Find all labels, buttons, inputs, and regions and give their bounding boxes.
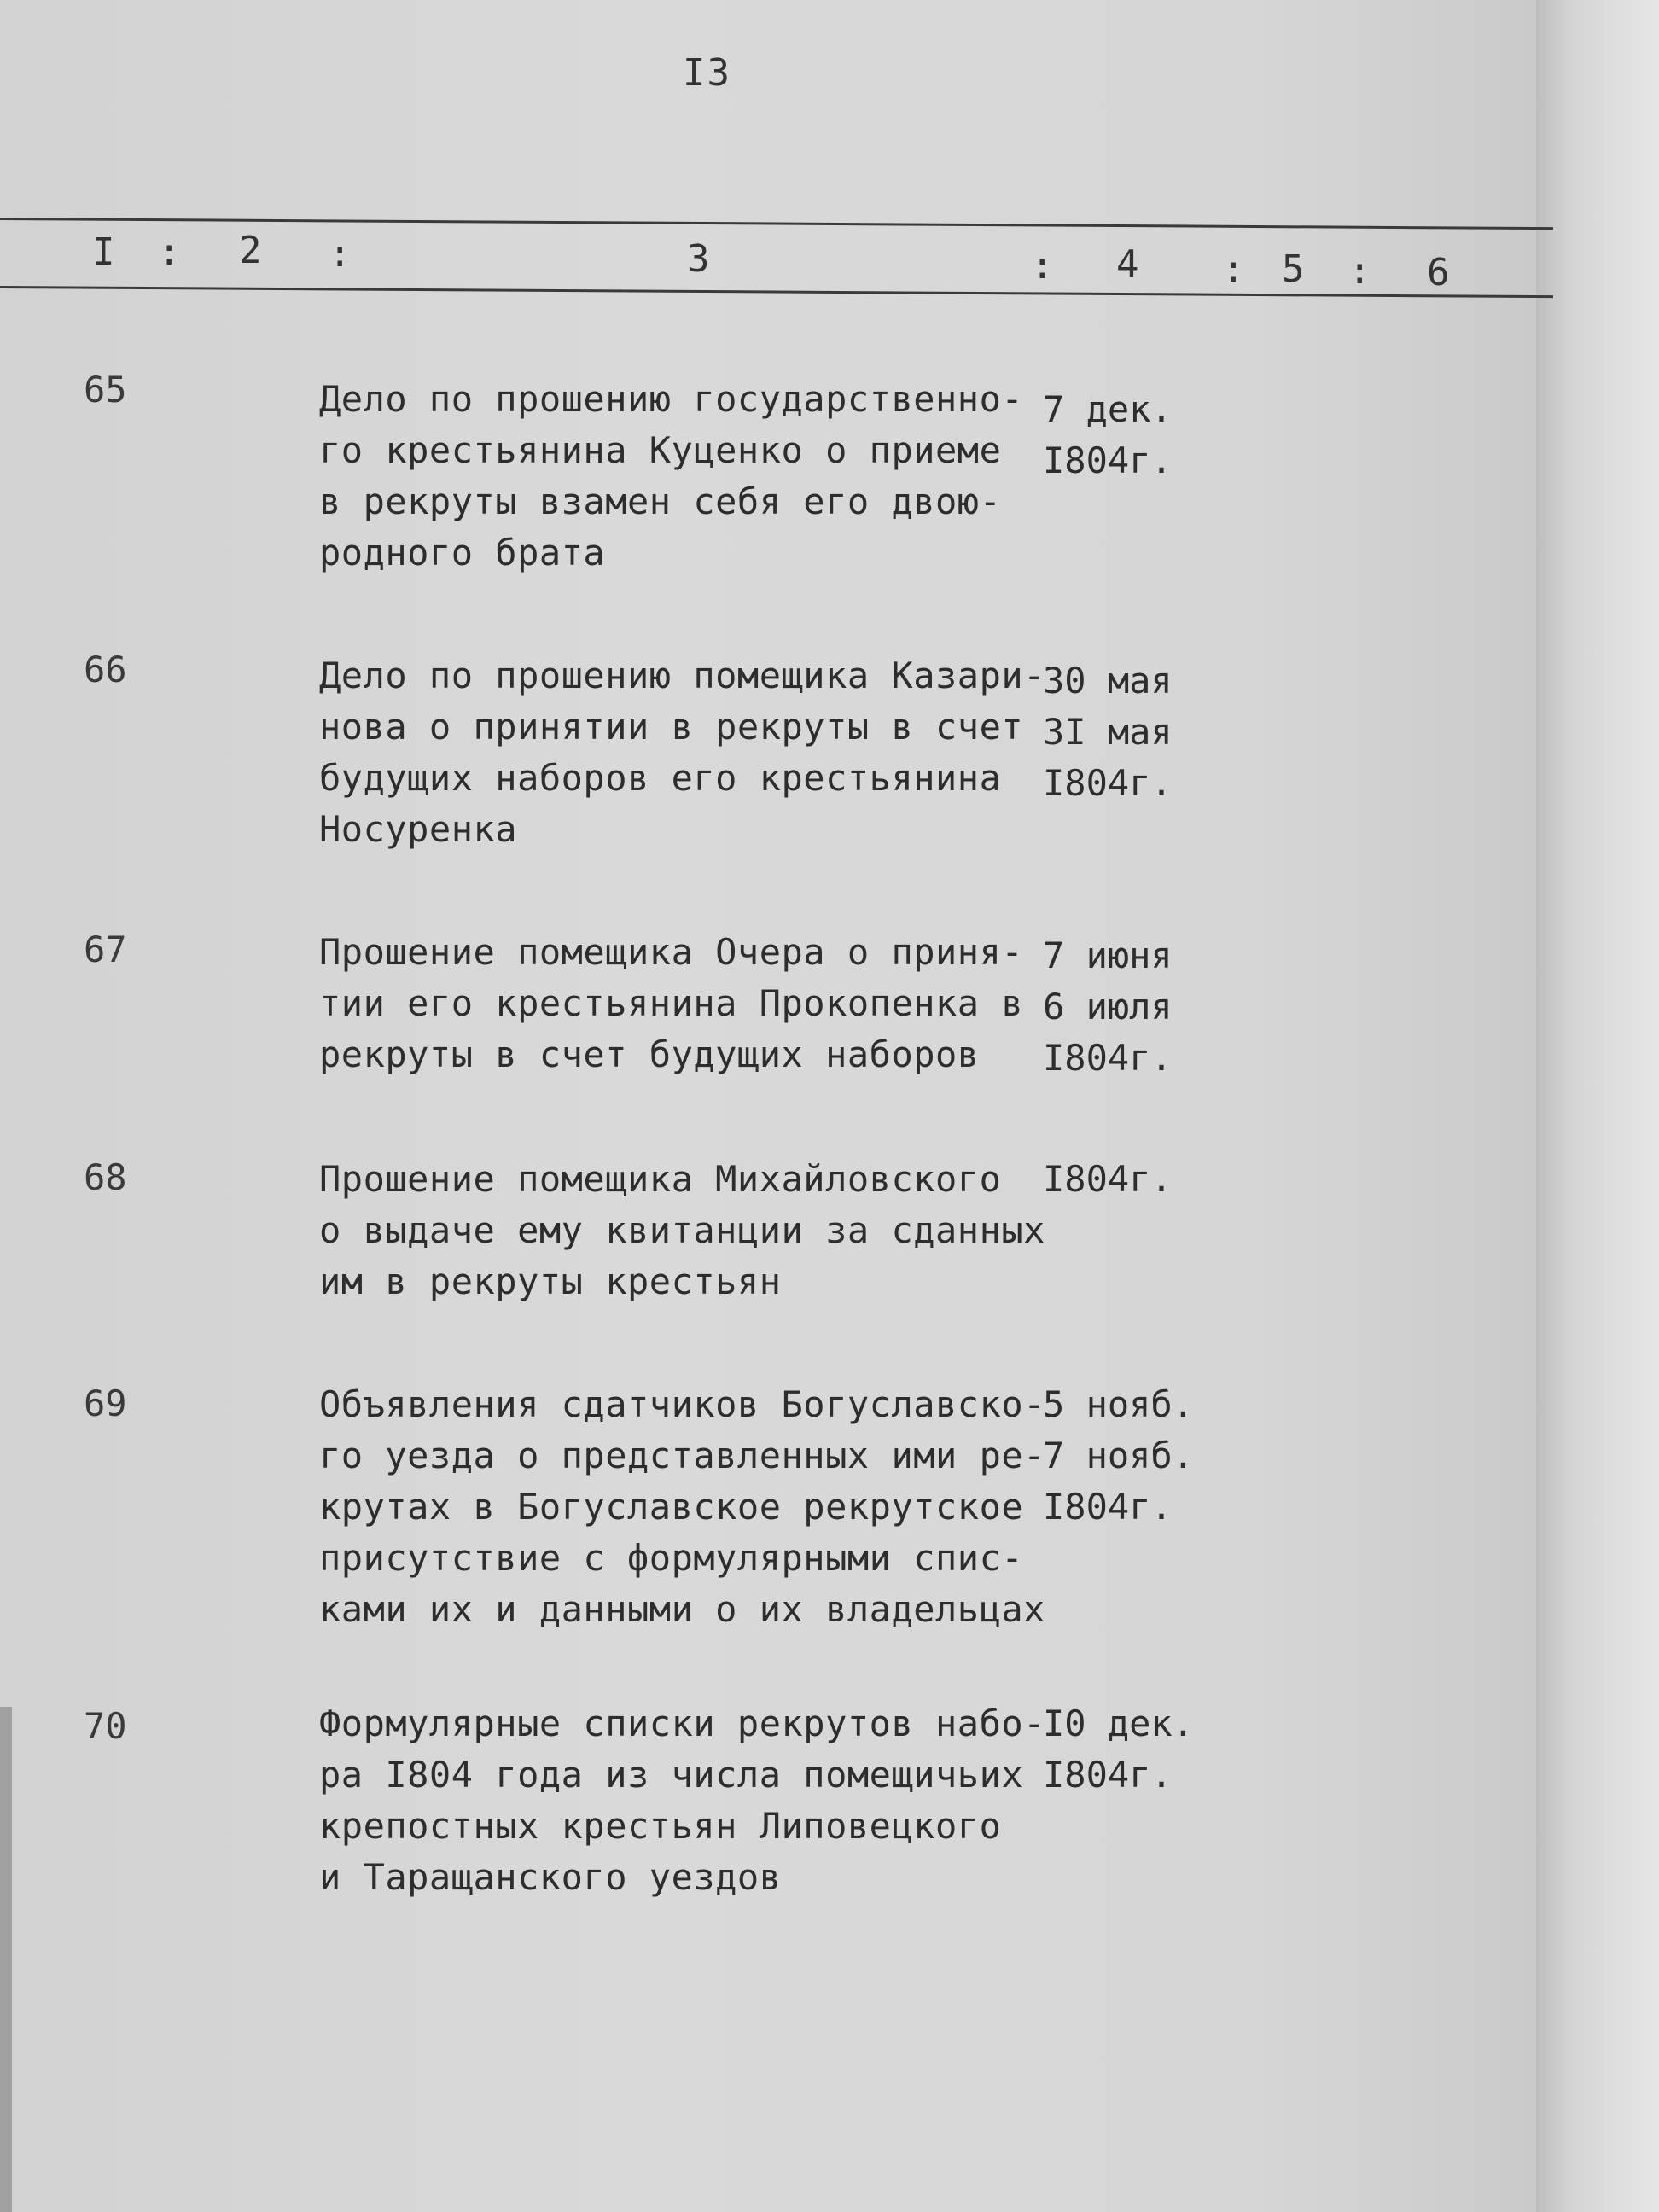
entry-description: Дело по прошению помещика Казари- нова о принятии в рекруты в счет будущих наборов его крестьянина Носуренка: [319, 655, 1045, 850]
entry-dates: [1043, 1379, 1248, 1533]
entry-date: 30 мая: [1043, 660, 1173, 701]
column-separator: :: [158, 230, 181, 274]
entry-date: I804г.: [1043, 439, 1173, 481]
column-separator: :: [1031, 244, 1054, 288]
column-separator: :: [1222, 247, 1245, 291]
entry-number: 66: [84, 649, 127, 690]
entry-number: 70: [84, 1705, 127, 1747]
entry-date: 7 июня: [1043, 934, 1173, 976]
entry-date: I804г.: [1043, 1037, 1173, 1079]
entry-description: Дело по прошению государственно- го крестьянина Куценко о приеме в рекруты взамен себя его двою- родного брата: [319, 378, 1024, 573]
entry-number: 68: [84, 1156, 127, 1198]
column-header-5: 5: [1282, 247, 1305, 291]
entry-date: 5 нояб.: [1043, 1383, 1195, 1425]
binding-shadow: [0, 1707, 12, 2212]
entry-date: 7 дек.: [1043, 388, 1173, 430]
entry-date: I804г.: [1043, 762, 1173, 804]
column-header-6: 6: [1427, 251, 1450, 294]
entry-description: Прошение помещика Очера о приня- тии его крестьянина Прокопенка в рекруты в счет будущих наборов: [319, 931, 1024, 1075]
entry-date: I0 дек.: [1043, 1703, 1195, 1744]
column-separator: :: [329, 232, 352, 276]
page-number: I3: [683, 51, 731, 95]
entry-date: I804г.: [1043, 1754, 1173, 1796]
entry-number: 69: [84, 1382, 127, 1424]
entry-date: I804г.: [1043, 1158, 1173, 1200]
entry-dates: [1043, 384, 1248, 486]
column-separator: :: [1348, 249, 1371, 293]
entry-dates: [1043, 655, 1248, 809]
entry-description: Формулярные списки рекрутов набо- ра I804 года из числа помещичьих крепостных крестьян Липовецкого и Таращанского уездов: [319, 1703, 1045, 1898]
entry-dates: [1043, 930, 1248, 1084]
entry-date: 7 нояб.: [1043, 1435, 1195, 1476]
page-edge: [1536, 0, 1659, 2212]
column-header-1: I: [92, 230, 115, 274]
entry-number: 67: [84, 928, 127, 970]
column-header-3: 3: [687, 237, 710, 281]
entry-description: Прошение помещика Михайловского о выдаче ему квитанции за сданных им в рекруты крестьян: [319, 1158, 1045, 1302]
entry-dates: [1043, 1698, 1248, 1801]
entry-date: I804г.: [1043, 1486, 1173, 1528]
entry-dates: [1043, 1154, 1248, 1205]
entry-date: 6 июля: [1043, 986, 1173, 1027]
column-header-2: 2: [239, 229, 262, 272]
entry-number: 65: [84, 369, 127, 410]
entry-description: Объявления сдатчиков Богуславско- го уезда о представленных ими ре- крутах в Богуславское рекрутское присутствие с формулярными спис- ками их и данными о их владельцах: [319, 1383, 1045, 1630]
entry-date: 3I мая: [1043, 711, 1173, 753]
column-header-4: 4: [1116, 242, 1139, 286]
